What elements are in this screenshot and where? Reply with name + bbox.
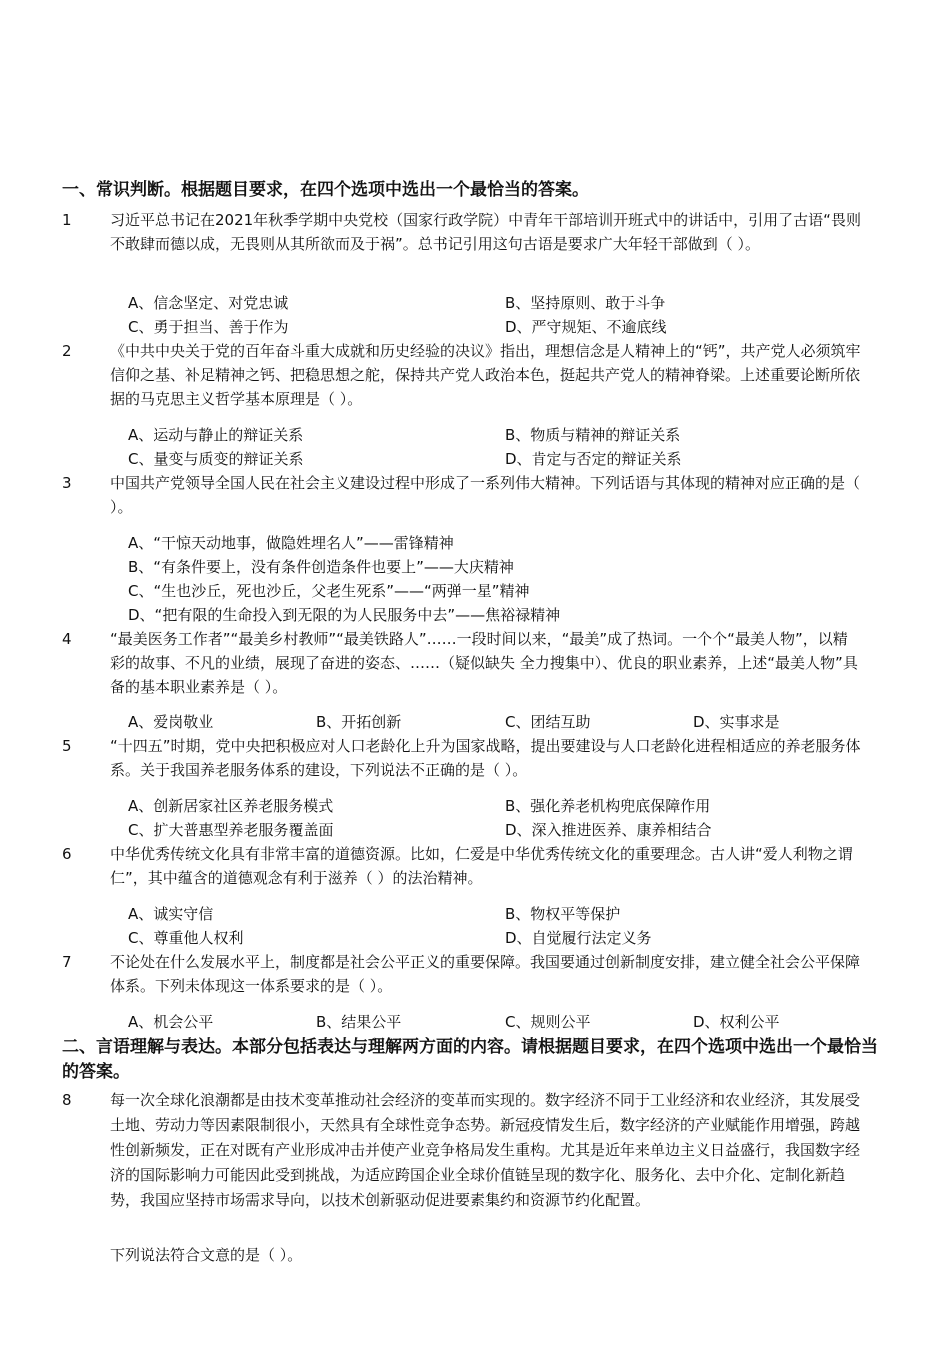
question-prompt: 下列说法符合文意的是（ ）。 <box>110 1246 303 1264</box>
question-text: 习近平总书记在2021年秋季学期中央党校（国家行政学院）中青年干部培训开班式中的讲话中，引用了古语“畏则不敢肆而德以成，无畏则从其所欲而及于祸”。总书记引用这句古语是要求广大年轻干部做到（ ）。 <box>110 211 861 253</box>
option-d[interactable]: D、“把有限的生命投入到无限的为人民服务中去”——焦裕禄精神 <box>128 606 561 624</box>
option-a[interactable]: A、爱岗敬业 <box>128 713 214 731</box>
option-b[interactable]: B、开拓创新 <box>316 713 402 731</box>
question-number: 8 <box>62 1091 72 1109</box>
option-c[interactable]: C、扩大普惠型养老服务覆盖面 <box>128 821 334 839</box>
section-1-heading: 一、常识判断。根据题目要求，在四个选项中选出一个最恰当的答案。 <box>62 180 589 200</box>
option-a[interactable]: A、诚实守信 <box>128 905 214 923</box>
question-number: 5 <box>62 737 72 755</box>
question-text: 《中共中央关于党的百年奋斗重大成就和历史经验的决议》指出，理想信念是人精神上的“钙”，共产党人必须筑牢信仰之基、补足精神之钙、把稳思想之舵，保持共产党人政治本色，挺起共产党人的精神脊梁。上述重要论断所依据的马克思主义哲学基本原理是（ ）。 <box>110 342 861 408</box>
option-a[interactable]: A、机会公平 <box>128 1013 214 1031</box>
option-d[interactable]: D、自觉履行法定义务 <box>505 929 652 947</box>
question-number: 4 <box>62 630 72 648</box>
option-b[interactable]: B、强化养老机构兜底保障作用 <box>505 797 711 815</box>
question-number: 7 <box>62 953 72 971</box>
option-c[interactable]: C、勇于担当、善于作为 <box>128 318 289 336</box>
reading-passage: 每一次全球化浪潮都是由技术变革推动社会经济的变革而实现的。数字经济不同于工业经济和农业经济，其发展受土地、劳动力等因素限制很小，天然具有全球性竞争态势。新冠疫情发生后，数字经济的产业赋能作用增强，跨越性创新频发，正在对既有产业形成冲击并使产业竞争格局发生重构。尤其是近年来单边主义日益盛行，我国数字经济的国际影响力可能因此受到挑战，为适应跨国企业全球价值链呈现的数字化、服务化、去中介化、定制化新趋势，我国应坚持市场需求导向，以技术创新驱动促进要素集约和资源节约化配置。 <box>110 1091 861 1209</box>
question-text: “十四五”时期，党中央把积极应对人口老龄化上升为国家战略，提出要建设与人口老龄化进程相适应的养老服务体系。关于我国养老服务体系的建设，下列说法不正确的是（ ）。 <box>110 737 861 779</box>
question-text: 中华优秀传统文化具有非常丰富的道德资源。比如，仁爱是中华优秀传统文化的重要理念。古人讲“爱人利物之谓仁”，其中蕴含的道德观念有利于滋养（ ）的法治精神。 <box>110 845 853 887</box>
question-text: “最美医务工作者”“最美乡村教师”“最美铁路人”……一段时间以来，“最美”成了热词。一个个“最美人物”，以精彩的故事、不凡的业绩，展现了奋进的姿态、……（疑似缺失 全力搜集中）、优良的职业素养，上述“最美人物”具备的基本职业素养是（ ）。 <box>110 630 858 696</box>
question-number: 1 <box>62 211 72 229</box>
option-b[interactable]: B、坚持原则、敢于斗争 <box>505 294 666 312</box>
option-b[interactable]: B、物权平等保护 <box>505 905 621 923</box>
option-d[interactable]: D、权利公平 <box>693 1013 780 1031</box>
question-text: 中国共产党领导全国人民在社会主义建设过程中形成了一系列伟大精神。下列话语与其体现的精神对应正确的是（ ）。 <box>110 474 861 516</box>
option-a[interactable]: A、创新居家社区养老服务模式 <box>128 797 334 815</box>
option-b[interactable]: B、结果公平 <box>316 1013 402 1031</box>
option-b[interactable]: B、物质与精神的辩证关系 <box>505 426 681 444</box>
option-a[interactable]: A、运动与静止的辩证关系 <box>128 426 304 444</box>
section-2-heading: 二、言语理解与表达。本部分包括表达与理解两方面的内容。请根据题目要求，在四个选项中选出一个最恰当的答案。 <box>62 1037 878 1082</box>
question-text: 不论处在什么发展水平上，制度都是社会公平正义的重要保障。我国要通过创新制度安排，建立健全社会公平保障体系。下列未体现这一体系要求的是（ ）。 <box>110 953 861 995</box>
option-c[interactable]: C、尊重他人权利 <box>128 929 244 947</box>
option-a[interactable]: A、“干惊天动地事，做隐姓埋名人”——雷锋精神 <box>128 534 454 552</box>
option-d[interactable]: D、实事求是 <box>693 713 780 731</box>
question-number: 2 <box>62 342 72 360</box>
option-a[interactable]: A、信念坚定、对党忠诚 <box>128 294 289 312</box>
option-d[interactable]: D、严守规矩、不逾底线 <box>505 318 667 336</box>
question-number: 3 <box>62 474 72 492</box>
option-b[interactable]: B、“有条件要上，没有条件创造条件也要上”——大庆精神 <box>128 558 514 576</box>
option-c[interactable]: C、“生也沙丘，死也沙丘，父老生死系”——“两弹一星”精神 <box>128 582 530 600</box>
option-c[interactable]: C、团结互助 <box>505 713 591 731</box>
option-c[interactable]: C、规则公平 <box>505 1013 591 1031</box>
option-d[interactable]: D、肯定与否定的辩证关系 <box>505 450 682 468</box>
question-number: 6 <box>62 845 72 863</box>
option-c[interactable]: C、量变与质变的辩证关系 <box>128 450 304 468</box>
option-d[interactable]: D、深入推进医养、康养相结合 <box>505 821 712 839</box>
